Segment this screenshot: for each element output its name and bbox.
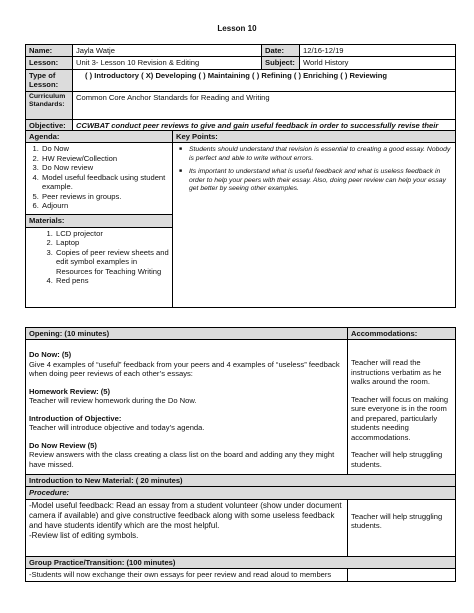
subject-label: Subject: bbox=[262, 57, 300, 69]
materials-list-cell bbox=[26, 227, 173, 307]
standards-value: Common Core Anchor Standards for Reading and Writing bbox=[73, 91, 456, 119]
opening-table bbox=[25, 327, 456, 479]
agenda-item: 3. Do Now review bbox=[41, 163, 169, 172]
materials-item: 3. Copies of peer review sheets and edit symbol examples in Resources for Teaching Writing bbox=[55, 248, 169, 276]
type-value: ( ) Introductory ( X) Developing ( ) Maintaining ( ) Refining ( ) Enriching ( ) Reviewing bbox=[73, 69, 456, 91]
accommodation-note: Teacher will read the instructions verbatim as he walks around the room. bbox=[351, 358, 442, 387]
procedure-body bbox=[26, 499, 348, 557]
key-point-item: ■ Its important to understand what is useful feedback and what is useless feedback in order to help your peers with their essay. Also, doing peer review can help your essay get better by seeing other examples. bbox=[176, 168, 452, 193]
standards-label: Curriculum Standards: bbox=[26, 91, 73, 119]
materials-item: 4. Red pens bbox=[55, 276, 169, 285]
objective-value: CCWBAT conduct peer reviews to give and gain useful feedback in order to successfully revise their bbox=[73, 119, 456, 141]
do-now-text: Give 4 examples of “useful” feedback from your peers and 4 examples of “useless” feedback when doing peer reviews of each other’s essays: bbox=[29, 359, 340, 379]
accommodations-label: Accommodations: bbox=[348, 328, 456, 340]
page-title: Lesson 10 bbox=[217, 24, 257, 33]
opening-label: Opening: (10 minutes) bbox=[26, 328, 348, 340]
intro-objective-title: Introduction of Objective: bbox=[29, 413, 122, 423]
procedure-text: -Review list of editing symbols. bbox=[29, 530, 139, 540]
materials-list bbox=[29, 229, 169, 286]
key-point-item: ■ Students should understand that revision is essential to creating a good essay. Nobody is perfect and able to write without errors. bbox=[176, 146, 452, 163]
group-practice-label: Group Practice/Transition: (100 minutes) bbox=[26, 557, 456, 569]
name-label: Name: bbox=[26, 45, 73, 57]
opening-body bbox=[26, 340, 348, 479]
key-points-label: Key Points: bbox=[173, 131, 456, 143]
procedure-accommodations: Teacher will help struggling students. bbox=[348, 499, 456, 557]
agenda-list bbox=[29, 144, 169, 210]
materials-item: 2. Laptop bbox=[55, 238, 169, 247]
header-table bbox=[25, 44, 456, 142]
homework-text: Teacher will review homework during the Do Now. bbox=[29, 396, 197, 406]
group-practice-text: -Students will now exchange their own essays for peer review and read aloud to members bbox=[26, 569, 348, 582]
procedure-label: Procedure: bbox=[26, 487, 456, 499]
agenda-label: Agenda: bbox=[26, 131, 173, 143]
objective-label: Objective: bbox=[26, 119, 73, 141]
agenda-item: 6. Adjourn bbox=[41, 201, 169, 210]
agenda-item: 5. Peer reviews in groups. bbox=[41, 192, 169, 201]
group-practice-table bbox=[25, 556, 456, 582]
name-value: Jayla Watje bbox=[73, 45, 262, 57]
accommodation-note: Teacher will focus on making sure everyone is in the room and prepared, particularly students needing accommodations. bbox=[351, 394, 449, 442]
agenda-item: 4. Model useful feedback using student example. bbox=[41, 173, 169, 192]
subject-value: World History bbox=[300, 57, 456, 69]
opening-accommodations bbox=[348, 340, 456, 479]
materials-item: 1. LCD projector bbox=[55, 229, 169, 238]
accommodation-note: Teacher will help struggling students. bbox=[351, 450, 443, 469]
lesson-label: Lesson: bbox=[26, 57, 73, 69]
group-practice-accommodations bbox=[348, 569, 456, 582]
date-value: 12/16-12/19 bbox=[300, 45, 456, 57]
agenda-list-cell bbox=[26, 143, 173, 215]
materials-label: Materials: bbox=[26, 215, 173, 227]
new-material-table bbox=[25, 474, 456, 558]
procedure-text: -Model useful feedback: Read an essay from a student volunteer (show under document camera if available) and give constructive feedback along with some useless feedback and have students identify which are the most helpful. bbox=[29, 500, 342, 530]
agenda-table bbox=[25, 130, 456, 308]
agenda-item: 2. HW Review/Collection bbox=[41, 154, 169, 163]
agenda-item: 1. Do Now bbox=[41, 144, 169, 153]
key-points-cell bbox=[173, 143, 456, 307]
date-label: Date: bbox=[262, 45, 300, 57]
type-label: Type of Lesson: bbox=[26, 69, 73, 91]
new-material-label: Introduction to New Material: ( 20 minutes) bbox=[26, 475, 456, 487]
lesson-value: Unit 3- Lesson 10 Revision & Editing bbox=[73, 57, 262, 69]
do-now-review-text: Review answers with the class creating a class list on the board and adding any they might have missed. bbox=[29, 450, 335, 469]
do-now-title: Do Now: (5) bbox=[29, 350, 72, 360]
do-now-review-title: Do Now Review (5) bbox=[29, 440, 97, 450]
key-points-list bbox=[176, 146, 452, 193]
intro-objective-text: Teacher will introduce objective and today’s agenda. bbox=[29, 423, 205, 433]
homework-title: Homework Review: (5) bbox=[29, 386, 111, 396]
